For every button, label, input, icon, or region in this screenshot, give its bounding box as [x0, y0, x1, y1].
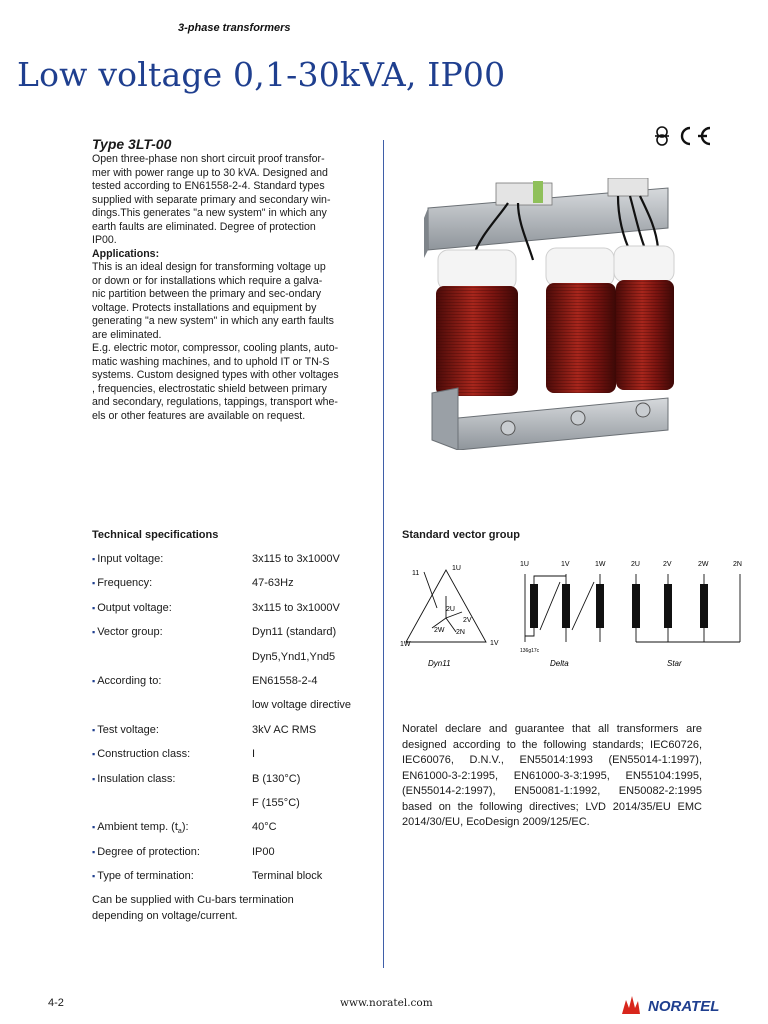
- type-title: Type 3LT-00: [92, 136, 172, 152]
- terminal-2u: 2U: [631, 561, 640, 568]
- standards-text: Noratel declare and guarantee that all transformers are designed according to the following standards; IEC60726, IEC60076, D.N.V., EN55014:1993 (EN55014-1:1997), EN61000-3-2:1995, EN61000-3-3:1995, EN55104:1995, (EN55014-2:1997), EN50081-1:1992, EN50082-2:1995 based on the following directives; LVD 2014/35/EU EMC 2014/30/EU, EcoDesign 2009/125/EC.: [402, 723, 702, 828]
- spec-value: EN61558-2-4: [252, 675, 318, 687]
- page-number: 4-2: [48, 997, 64, 1009]
- spec-row: [92, 846, 372, 862]
- spec-label: [92, 846, 200, 858]
- logo-wordmark: NORATEL: [648, 998, 720, 1015]
- applications-line: E.g. electric motor, compressor, cooling plants, auto-: [92, 342, 339, 354]
- spec-row: [92, 821, 372, 837]
- transformer-photo: [418, 178, 680, 450]
- spec-value: F (155°C): [252, 797, 300, 809]
- spec-label: [92, 602, 172, 614]
- applications-line: , frequencies, electrostatic shield between primary: [92, 382, 327, 395]
- termination-note: Can be supplied with Cu-bars termination depending on voltage/current.: [92, 894, 294, 922]
- bullet-icon: ▪: [92, 602, 96, 613]
- bullet-icon: ▪: [92, 822, 96, 833]
- vector-group-heading: Standard vector group: [402, 529, 520, 541]
- spec-row: [92, 870, 372, 886]
- caption-delta: Delta: [550, 659, 569, 668]
- spec-label-text: Insulation class:: [97, 772, 176, 785]
- spec-row: [92, 553, 372, 569]
- spec-row: [92, 724, 372, 740]
- spec-label-text: Input voltage:: [97, 553, 164, 565]
- bullet-icon: ▪: [92, 554, 96, 564]
- spec-row: [92, 602, 372, 618]
- category-label: 3-phase transformers: [178, 22, 291, 34]
- description-line: dings.This generates "a new system" in which any: [92, 207, 327, 219]
- spec-value: I: [252, 748, 256, 761]
- column-divider: [383, 140, 384, 968]
- spec-value: B (130°C): [252, 772, 301, 785]
- applications-line: are eliminated.: [92, 328, 162, 341]
- terminal-1v: 1V: [561, 561, 570, 568]
- applications-line: or down or for installations which require a galva-: [92, 274, 323, 287]
- spec-label-text: Ambient temp. (t: [97, 821, 178, 834]
- description-line: earth faults are eliminated. Degree of protection: [92, 220, 316, 233]
- bullet-icon: ▪: [92, 749, 96, 760]
- description-text: [92, 153, 370, 423]
- bullet-icon: ▪: [92, 724, 96, 735]
- bullet-icon: ▪: [92, 773, 96, 784]
- dyn-label-11: 11: [412, 570, 420, 577]
- applications-line: nic partition between the primary and sec-ondary: [92, 288, 322, 300]
- applications-heading: Applications:: [92, 247, 160, 260]
- description-line: supplied with separate primary and secondary win-: [92, 193, 331, 206]
- applications-line: generating "a new system" in which any earth faults: [92, 315, 334, 327]
- bullet-icon: ▪: [92, 578, 96, 589]
- applications-line: systems. Custom designed types with other voltages: [92, 369, 339, 381]
- spec-row: [92, 626, 372, 642]
- applications-line: matic washing machines, and to uphold IT or TN-S: [92, 355, 330, 368]
- spec-row: [92, 797, 372, 813]
- spec-row: [92, 773, 372, 789]
- tech-specs-heading: Technical specifications: [92, 529, 219, 541]
- spec-label: [92, 821, 189, 835]
- dyn-label-1w: 1W: [400, 641, 411, 648]
- bullet-icon: ▪: [92, 871, 96, 882]
- terminal-2w: 2W: [698, 561, 709, 568]
- spec-value: 3x115 to 3x1000V: [252, 601, 340, 614]
- noratel-logo: [620, 992, 732, 1016]
- spec-value: 3x115 to 3x1000V: [252, 553, 340, 565]
- spec-label: [92, 626, 163, 638]
- applications-line: voltage. Protects installations and equipment by: [92, 301, 317, 314]
- spec-label: [92, 748, 190, 760]
- spec-label-text: Output voltage:: [97, 601, 172, 614]
- applications-line: els or other features are available on request.: [92, 409, 306, 422]
- certification-marks: [652, 124, 718, 148]
- star-windings: [632, 574, 740, 642]
- spec-value: IP00: [252, 845, 275, 858]
- description-line: mer with power range up to 30 kVA. Designed and: [92, 166, 328, 179]
- spec-label: [92, 675, 161, 687]
- bullet-icon: ▪: [92, 627, 96, 638]
- spec-value: Terminal block: [252, 870, 323, 883]
- bullet-icon: ▪: [92, 676, 96, 686]
- terminal-2v: 2V: [663, 561, 672, 568]
- delta-windings: [525, 574, 604, 642]
- spec-row: [92, 577, 372, 593]
- spec-value: 40°C: [252, 821, 277, 834]
- website-link[interactable]: www.noratel.com: [340, 997, 433, 1009]
- spec-label: [92, 553, 163, 565]
- applications-line: and secondary, regulations, tappings, transport whe-: [92, 396, 338, 408]
- spec-label: [92, 577, 152, 589]
- spec-label-end: ):: [181, 821, 189, 834]
- logo-flame-icon: [622, 996, 640, 1014]
- dyn-label-2v: 2V: [463, 617, 472, 624]
- spec-label-text: Test voltage:: [97, 723, 159, 736]
- spec-label-text: Degree of protection:: [97, 845, 200, 858]
- spec-label-text: Type of termination:: [97, 870, 194, 883]
- description-line: IP00.: [92, 234, 117, 246]
- spec-label: [92, 724, 159, 736]
- spec-value: Dyn5,Ynd1,Ynd5: [252, 650, 336, 663]
- spec-label-text: Vector group:: [97, 626, 163, 639]
- spec-label-text: According to:: [97, 675, 162, 687]
- spec-value: 47-63Hz: [252, 577, 294, 590]
- page-title: Low voltage 0,1-30kVA, IP00: [17, 55, 506, 94]
- caption-dyn11: Dyn11: [428, 659, 451, 668]
- spec-value: Dyn11 (standard): [252, 626, 337, 639]
- spec-label-text: Frequency:: [97, 577, 153, 590]
- ce-mark-icon: [682, 128, 710, 144]
- applications-line: This is an ideal design for transforming voltage up: [92, 261, 326, 273]
- terminal-2n: 2N: [733, 561, 742, 568]
- dyn-label-1u: 1U: [452, 565, 461, 572]
- spec-value: 3kV AC RMS: [252, 723, 317, 736]
- safety-transformer-icon: [655, 127, 669, 145]
- description-line: Open three-phase non short circuit proof transfor-: [92, 153, 325, 165]
- dyn-label-1v: 1V: [490, 640, 499, 647]
- terminal-1w: 1W: [595, 561, 606, 568]
- spec-label-subscript: a: [177, 828, 182, 836]
- spec-row: [92, 748, 372, 764]
- spec-row: [92, 699, 372, 715]
- diagram-code: 136g17c: [520, 648, 540, 654]
- caption-star: Star: [667, 659, 682, 668]
- spec-row: [92, 675, 372, 691]
- spec-label: [92, 773, 175, 785]
- description-line: tested according to EN61558-2-4. Standard types: [92, 180, 325, 192]
- spec-value: low voltage directive: [252, 699, 352, 712]
- spec-label-text: Construction class:: [97, 748, 191, 761]
- vector-group-diagram: [400, 556, 752, 672]
- spec-row: [92, 651, 372, 667]
- spec-label: [92, 870, 194, 882]
- bullet-icon: ▪: [92, 846, 96, 857]
- dyn-label-2w: 2W: [434, 627, 445, 634]
- dyn-label-2u: 2U: [446, 606, 455, 613]
- terminal-1u: 1U: [520, 561, 529, 568]
- dyn-label-2n: 2N: [456, 629, 465, 636]
